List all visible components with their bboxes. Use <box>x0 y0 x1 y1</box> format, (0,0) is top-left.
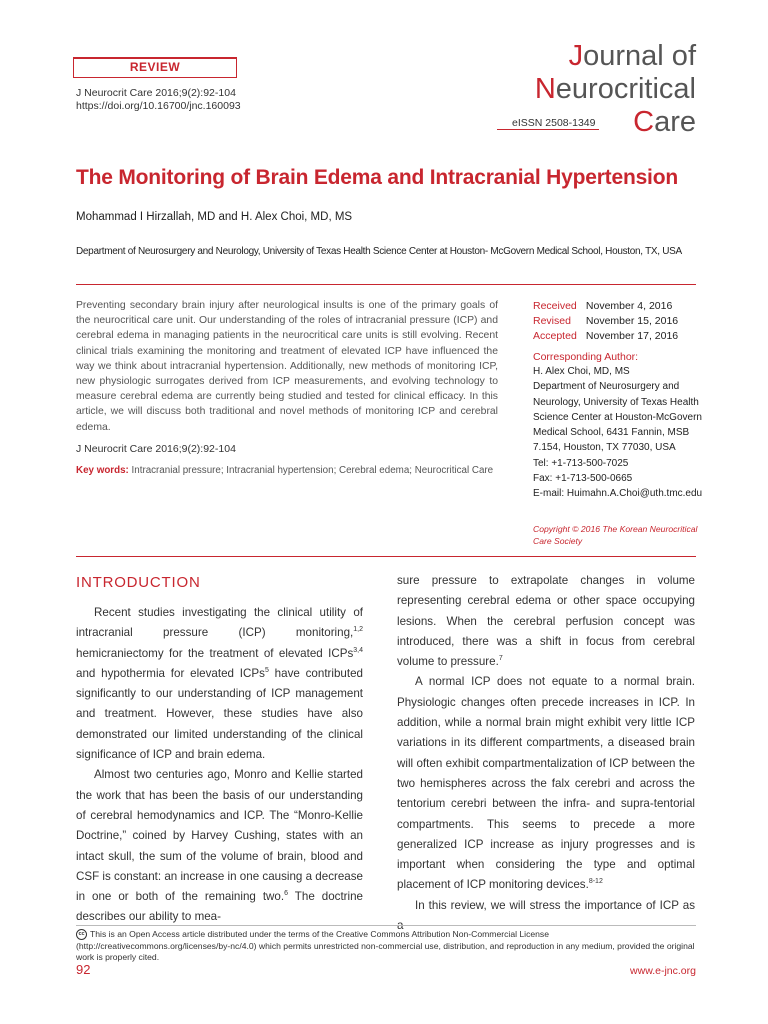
keywords <box>76 465 493 476</box>
divider <box>76 284 696 285</box>
journal-url[interactable]: www.e-jnc.org <box>630 965 696 977</box>
citation-ref[interactable]: 7 <box>498 655 503 663</box>
footnote-divider <box>76 925 696 926</box>
citation-ref[interactable]: 8-12 <box>588 878 603 886</box>
article-title: The Monitoring of Brain Edema and Intracranial Hypertension <box>76 166 678 189</box>
corr-line: Tel: +1-713-500-7025 <box>533 457 629 469</box>
paragraph <box>397 672 695 895</box>
corr-line: H. Alex Choi, MD, MS <box>533 366 630 377</box>
review-badge <box>73 57 237 78</box>
page-number: 92 <box>76 962 91 977</box>
doi-link[interactable]: https://doi.org/10.16700/jnc.160093 <box>76 100 241 112</box>
text-run: hemicraniectomy for the treatment of elevated ICPs <box>76 646 354 660</box>
corresponding-author-details <box>533 364 702 502</box>
divider <box>76 556 696 557</box>
citation-line: J Neurocrit Care 2016;9(2):92-104 <box>76 87 236 99</box>
body-column-left <box>76 603 363 928</box>
article-authors: Mohammad I Hirzallah, MD and H. Alex Choi, MD, MS <box>76 211 353 223</box>
corr-email[interactable]: E-mail: Huimahn.A.Choi@uth.tmc.edu <box>533 488 703 500</box>
license-footnote <box>76 929 696 964</box>
creative-commons-icon: cc <box>76 929 87 940</box>
abstract-text: Preventing secondary brain injury after neurological insults is one of the primary goals of the neurocritical care unit. Our understanding of the roles of intracranial pressure (ICP) and cerebral edema in managing patients in the neurocritical care units is still evolving. Recent clinical trials examining the monitoring and treatment of elevated ICP have influenced the way we think about intracranial hypertension. Additionally, new methods of monitoring ICP, new physiologic surrogates derived from ICP measurements, and evolving technology to measure cerebral edema are currently being studied and tested for clinical efficacy. In this article, we will discuss both traditional and novel methods of monitoring ICP and cerebral edema. <box>76 300 498 433</box>
date-revised <box>533 314 678 328</box>
logo-letter: J <box>568 40 584 72</box>
section-heading: INTRODUCTION <box>76 574 201 591</box>
text-run: A normal ICP does not equate to a normal brain. Physiologic changes often precede increases in ICP. In addition, while a normal brain might exhibit very little ICP variations in its different compartments, a diseased brain will often exhibit compartmentalization of ICP between the two hemispheres across the falx cerebri and across the tentorium cerebri between the infra- and supra-tentorial compartments. This seems to precede a more generalized ICP increase as injury progresses and is important when considering the type and optimal placement of ICP monitoring devices. <box>397 675 695 892</box>
citation-block <box>76 87 241 113</box>
date-value: November 4, 2016 <box>585 300 673 312</box>
date-label: Accepted <box>533 330 577 342</box>
date-received <box>533 299 672 313</box>
logo-text: eurocritical <box>555 73 696 105</box>
date-value: November 17, 2016 <box>585 330 679 342</box>
corr-line: Medical School, 6431 Fannin, MSB <box>533 427 690 439</box>
eissn: eISSN 2508-1349 <box>512 117 596 129</box>
text-run: sure pressure to extrapolate changes in volume representing cerebral edema or other space occupying lesions. When the cerebral perfusion concept was introduced, there was a shift in focus from cerebral volume to pressure. <box>397 574 695 669</box>
copyright-line: Copyright © 2016 The Korean Neurocritical <box>533 524 698 534</box>
date-value: November 15, 2016 <box>585 315 679 327</box>
text-run: In this review, we will stress the importance of ICP as <box>415 898 695 912</box>
corr-line: Department of Neurosurgery and <box>533 381 680 393</box>
keywords-label: Key words: <box>76 465 129 476</box>
citation-ref[interactable]: 3,4 <box>353 646 363 654</box>
date-label: Received <box>533 300 577 312</box>
copyright <box>533 523 697 547</box>
abstract-citation: J Neurocrit Care 2016;9(2):92-104 <box>76 443 236 455</box>
footnote-text: This is an Open Access article distributed under the terms of the Creative Commons Attribution Non-Commercial License (http://creativecommons.org/licenses/by-nc/4.0) which permits unrestricted non-commercial use, distribution, and reproduction in any medium, provided the original work is properly cited. <box>76 929 695 962</box>
article-affiliation: Department of Neurosurgery and Neurology, University of Texas Health Science Center at Houston- McGovern Medical School, Houston, TX, USA <box>76 246 682 257</box>
date-label: Revised <box>533 315 571 327</box>
date-accepted <box>533 329 678 343</box>
logo-text: are <box>654 106 696 138</box>
text-run: The doctrine describes our ability to mea- <box>76 890 363 924</box>
body-column-right <box>397 571 695 936</box>
text-run: have contributed significantly to our understanding of ICP management and treatment. However, these studies have also demonstrated our limited understanding of the clinical significance of ICP and brain edema. <box>76 666 363 762</box>
paragraph <box>76 765 363 927</box>
corr-line: 7.154, Houston, TX 77030, USA <box>533 442 676 454</box>
citation-ref[interactable]: 1,2 <box>353 626 363 634</box>
text-run: Recent studies investigating the clinical utility of intracranial pressure (ICP) monitoring, <box>76 606 363 640</box>
corr-line: Science Center at Houston-McGovern <box>533 411 702 423</box>
paragraph <box>397 571 695 672</box>
corr-line: Neurology, University of Texas Health <box>533 396 699 408</box>
copyright-line: Care Society <box>533 536 583 546</box>
corr-line: Fax: +1-713-500-0665 <box>533 473 633 485</box>
citation-ref[interactable]: 5 <box>264 667 269 675</box>
keywords-list: Intracranial pressure; Intracranial hypertension; Cerebral edema; Neurocritical Care <box>131 465 494 476</box>
text-run: Almost two centuries ago, Monro and Kellie started the work that has been the basis of our understanding of cerebral hemodynamics and ICP. The “Monro-Kellie Doctrine,” coined by Harvey Cushing, states with an intact skull, the sum of the volume of brain, blood and CSF is constant: an increase in one causing a decrease in one or both of the remaining two. <box>76 768 363 904</box>
logo-letter: N <box>534 73 556 105</box>
paragraph <box>76 603 363 765</box>
citation-ref[interactable]: 6 <box>284 890 289 898</box>
text-run: and hypothermia for elevated ICPs <box>76 666 265 680</box>
review-label: REVIEW <box>129 60 181 74</box>
logo-letter: C <box>633 106 655 138</box>
logo-text: ournal of <box>583 40 696 72</box>
corresponding-author-label: Corresponding Author: <box>533 351 639 363</box>
header-divider <box>497 129 599 130</box>
